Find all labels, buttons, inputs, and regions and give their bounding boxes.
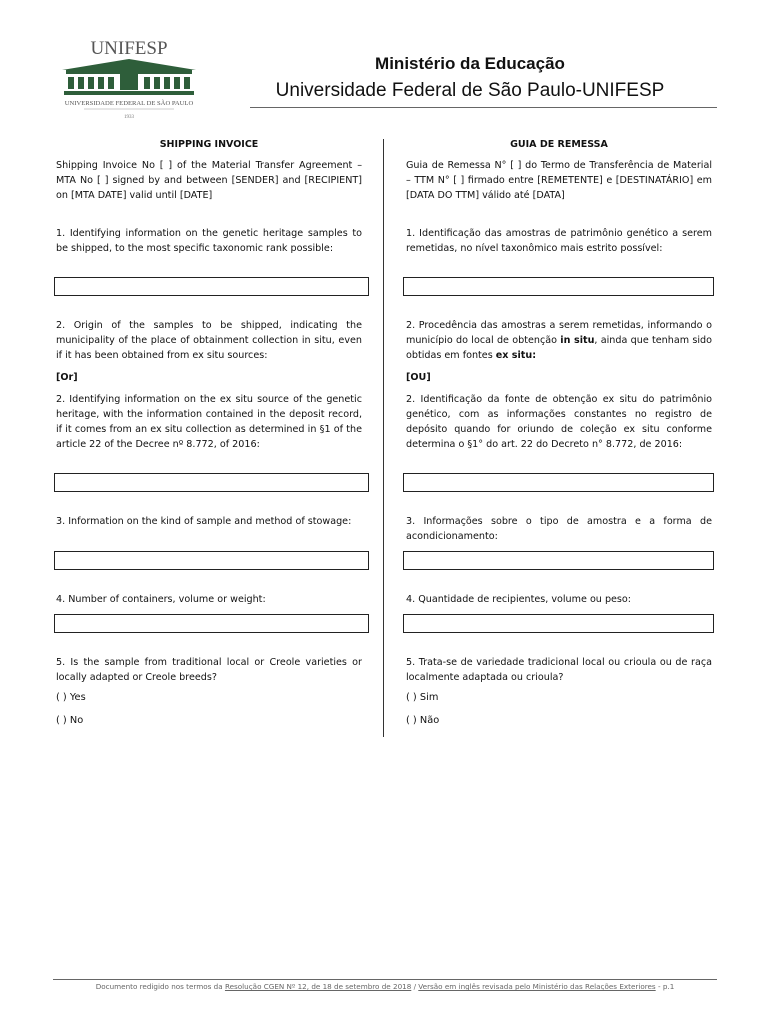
right-q2 (406, 318, 712, 363)
footer-resolution-link[interactable]: Resolução CGEN Nº 12, de 18 de setembro de 2018 (224, 982, 412, 991)
footer-prefix: Documento redigido nos termos da (95, 982, 225, 991)
footer-page: - p.1 (655, 982, 675, 991)
logo-name: UNIFESP (90, 38, 168, 59)
logo-year: 1933 (124, 115, 134, 120)
right-q1: 1. Identificação das amostras de patrimônio genético a serem remetidas, no nível taxonômico mais estrito possível: (406, 228, 712, 254)
right-no-option[interactable]: ( ) Não (406, 715, 440, 726)
left-q1: 1. Identifying information on the genetic heritage samples to be shipped, to the most specific taxonomic rank possible: (56, 228, 362, 254)
right-q2-field[interactable] (403, 473, 714, 492)
right-intro: Guia de Remessa N° [ ] do Termo de Transferência de Material – TTM N° [ ] firmado entre [REMETENTE] e [DESTINATÁRIO] em [DATA DO TTM] válido até [DATA] (406, 160, 712, 201)
footer-divider (53, 979, 717, 980)
right-q3-field[interactable] (403, 551, 714, 570)
column-divider (383, 139, 384, 737)
left-q2: 2. Origin of the samples to be shipped, indicating the municipality of the place of obtainment collection in situ, even if it has been obtained from ex situ sources: (56, 320, 362, 361)
right-q2-text-a: 2. Procedência das amostras a serem remetidas, informando o município do local de obtenção (406, 320, 712, 346)
header-divider (250, 107, 717, 108)
left-intro: Shipping Invoice No [ ] of the Material Transfer Agreement – MTA No [ ] signed by and between [SENDER] and [RECIPIENT] on [MTA DATE] valid until [DATE] (56, 160, 362, 201)
right-or: [OU] (406, 372, 431, 383)
right-q5: 5. Trata-se de variedade tradicional local ou crioula ou de raça localmente adaptada ou crioula? (406, 657, 712, 683)
footer-sep: / (411, 982, 419, 991)
left-q4-field[interactable] (54, 614, 369, 633)
left-q5: 5. Is the sample from traditional local or Creole varieties or locally adapted or Creole breeds? (56, 657, 362, 683)
footer (53, 982, 717, 991)
left-q2-field[interactable] (54, 473, 369, 492)
ministry-title: Ministério da Educação (375, 54, 565, 73)
right-q2-ex-situ: ex situ: (495, 350, 537, 361)
right-q2b: 2. Identificação da fonte de obtenção ex situ do patrimônio genético, com as informações constantes no registro de depósito quando for oriundo de coleção ex situ conforme determina o §1° do art. 22 do Decreto n° 8.772, de 2016: (406, 394, 712, 450)
logo-subtitle: UNIVERSIDADE FEDERAL DE SÃO PAULO (64, 100, 194, 107)
unifesp-logo (54, 36, 204, 124)
right-q3: 3. Informações sobre o tipo de amostra e a forma de acondicionamento: (406, 516, 712, 542)
left-yes-option[interactable]: ( ) Yes (56, 692, 86, 703)
left-q3-field[interactable] (54, 551, 369, 570)
left-q4: 4. Number of containers, volume or weight: (56, 594, 266, 605)
right-q1-field[interactable] (403, 277, 714, 296)
right-q2-text-c: , ainda que tenham sido obtidas em fontes (406, 335, 712, 361)
right-heading: GUIA DE REMESSA (510, 139, 608, 150)
right-q2-in-situ: in situ (560, 335, 595, 346)
university-title: Universidade Federal de São Paulo-UNIFESP (275, 80, 665, 101)
right-yes-option[interactable]: ( ) Sim (406, 692, 439, 703)
footer-version-link[interactable]: Versão em inglês revisada pelo Ministério das Relações Exteriores (418, 982, 656, 991)
left-heading: SHIPPING INVOICE (159, 139, 259, 150)
left-q2b: 2. Identifying information on the ex situ source of the genetic heritage, with the information contained in the deposit record, if it comes from an ex situ collection as determined in §1 of the article 22 of the Decree nº 8.772, of 2016: (56, 394, 362, 450)
left-or: [Or] (56, 372, 78, 383)
left-q1-field[interactable] (54, 277, 369, 296)
left-q3: 3. Information on the kind of sample and method of stowage: (56, 516, 352, 527)
left-no-option[interactable]: ( ) No (56, 715, 84, 726)
right-q4-field[interactable] (403, 614, 714, 633)
right-q4: 4. Quantidade de recipientes, volume ou peso: (406, 594, 632, 605)
